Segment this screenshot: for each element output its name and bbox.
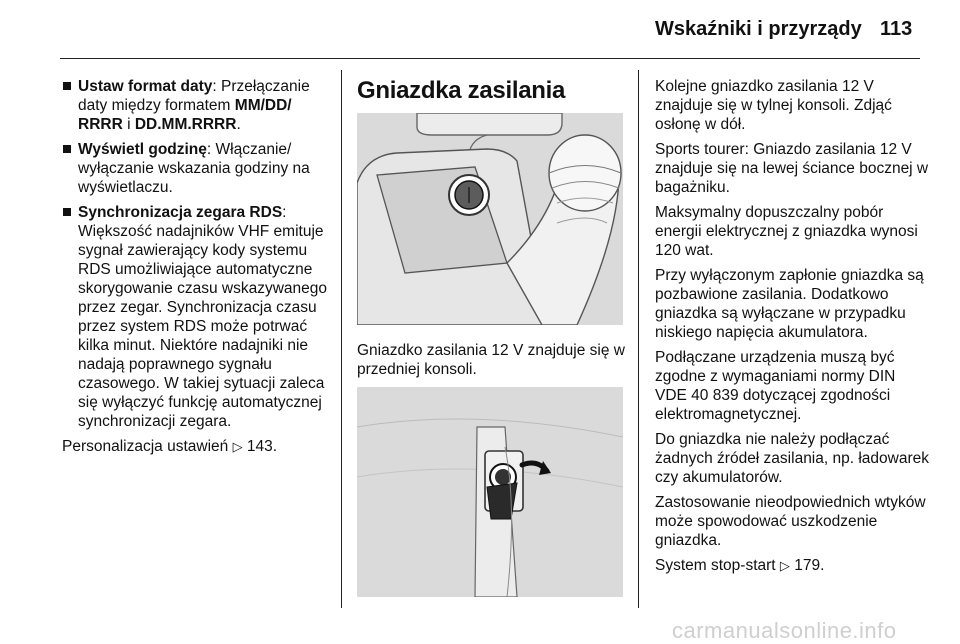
header-divider bbox=[60, 58, 920, 59]
watermark: carmanualsonline.info bbox=[672, 618, 897, 643]
rds-sync-text: : Większość nadajników VHF emituje sygnał zawierający kody systemu RDS umożliwiające automatyczne skorygowanie czasu wskazywanego przez zegar. Synchronizacja czasu przez system RDS może potrwać kilka minut. Niektóre nadajniki nie nadają poprawnego sygnału czasowego. W takiej sytuacji zaleca się wyłączyć funkcję automatycznej synchronizacji zegara. bbox=[78, 204, 327, 430]
page-number: 113 bbox=[880, 18, 913, 40]
date-format-text: : Przełączanie daty między formatem bbox=[78, 78, 310, 114]
stop-start-reference bbox=[655, 556, 930, 575]
front-console-socket-illustration bbox=[357, 113, 623, 325]
column-right bbox=[655, 77, 930, 581]
date-format-option-1: MM/DD/ RRRR bbox=[78, 97, 292, 133]
list-item-date-format bbox=[62, 77, 332, 134]
section-title: Wskaźniki i przyrządy bbox=[655, 18, 862, 40]
paragraph-sports-tourer: Sports tourer: Gniazdo zasilania 12 V znajduje się na lewej ściance bocznej w bagażniku. bbox=[655, 141, 929, 196]
paragraph-no-power-sources: Do gniazdka nie należy podłączać żadnych źródeł zasilania, np. ładowarek czy akumulatorów. bbox=[655, 431, 929, 486]
bullet-square-icon bbox=[63, 82, 71, 90]
bullet-square-icon bbox=[63, 208, 71, 216]
column-divider-2 bbox=[638, 70, 639, 608]
list-item-show-time bbox=[62, 140, 332, 197]
stop-start-page: 179. bbox=[794, 557, 825, 574]
rear-console-socket-illustration bbox=[357, 387, 623, 597]
rds-sync-label: Synchronizacja zegara RDS bbox=[78, 204, 283, 221]
date-format-label: Ustaw format daty bbox=[78, 78, 213, 95]
date-format-connector: i bbox=[122, 116, 135, 133]
paragraph-max-power: Maksymalny dopuszczalny pobór energii elektrycznej z gniazdka wynosi 120 wat. bbox=[655, 204, 918, 259]
personalization-text: Personalizacja ustawień bbox=[62, 438, 229, 455]
arrow-reference-icon: ▷ bbox=[779, 558, 790, 573]
arrow-reference-icon: ▷ bbox=[232, 439, 243, 454]
column-left bbox=[62, 77, 332, 462]
page-header bbox=[0, 0, 960, 60]
front-socket-caption: Gniazdko zasilania 12 V znajduje się w przedniej konsoli. bbox=[357, 342, 625, 378]
list-item-rds-sync bbox=[62, 203, 332, 431]
show-time-label: Wyświetl godzinę bbox=[78, 141, 207, 158]
paragraph-emc-standard: Podłączane urządzenia muszą być zgodne z wymaganiami normy DIN VDE 40 839 dotyczącej zgodności elektromagnetycznej. bbox=[655, 349, 896, 423]
bullet-square-icon bbox=[63, 145, 71, 153]
date-format-option-2: DD.MM.RRRR bbox=[134, 116, 237, 133]
personalization-reference bbox=[62, 437, 332, 456]
show-time-text: : Włączanie/ wyłączanie wskazania godziny na wyświetlaczu. bbox=[78, 141, 310, 196]
section-heading: Gniazdka zasilania bbox=[357, 77, 566, 104]
paragraph-ignition-off: Przy wyłączonym zapłonie gniazdka są pozbawione zasilania. Dodatkowo gniazdka są wyłączane w przypadku niskiego napięcia akumulatora. bbox=[655, 267, 924, 341]
stop-start-text: System stop-start bbox=[655, 557, 776, 574]
column-divider-1 bbox=[341, 70, 342, 608]
date-format-end: . bbox=[236, 116, 241, 133]
paragraph-rear-socket: Kolejne gniazdko zasilania 12 V znajduje się w tylnej konsoli. Zdjąć osłonę w dół. bbox=[655, 78, 892, 133]
personalization-page: 143. bbox=[246, 438, 278, 455]
column-middle bbox=[357, 77, 625, 597]
paragraph-plug-damage: Zastosowanie nieodpowiednich wtyków może spowodować uszkodzenie gniazdka. bbox=[655, 494, 926, 549]
